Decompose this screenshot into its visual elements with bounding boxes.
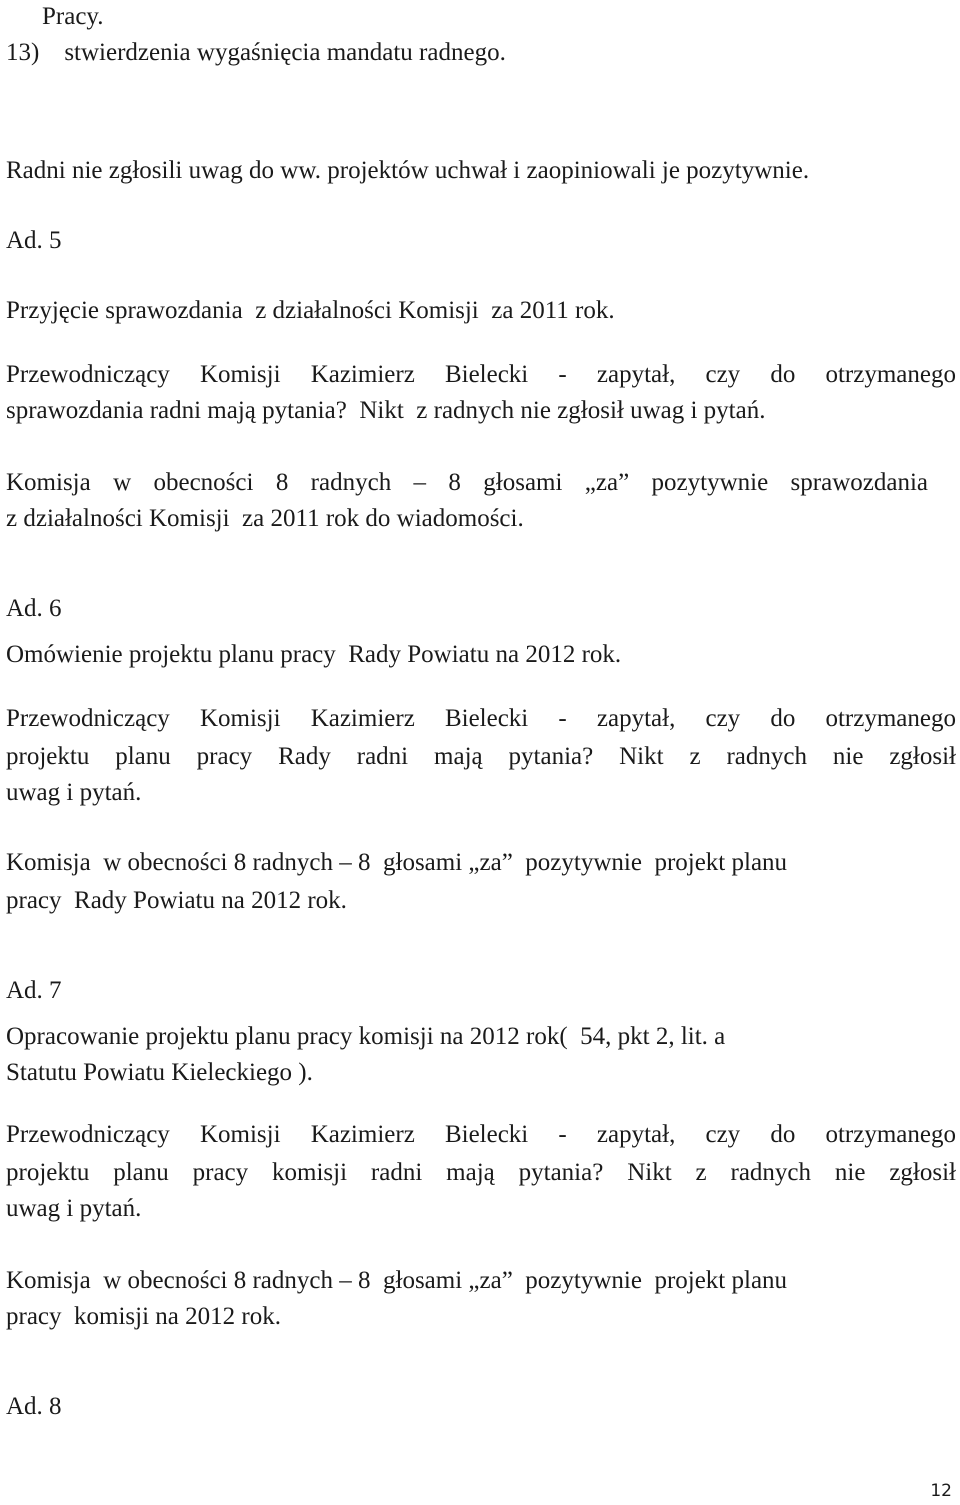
heading-ad-6: Ad. 6: [6, 595, 62, 622]
paragraph-ad6-question-line3: uwag i pytań.: [6, 779, 142, 806]
paragraph-ad5-question-line1: Przewodniczący Komisji Kazimierz Bielecki - zapytał, czy do otrzymanego: [6, 361, 956, 388]
paragraph-ad6-vote-line1: Komisja w obecności 8 radnych – 8 głosami „za” pozytywnie projekt planu: [6, 849, 788, 876]
paragraph-ad6-question-line1: Przewodniczący Komisji Kazimierz Bielecki - zapytał, czy do otrzymanego: [6, 705, 956, 732]
paragraph-ad5-question-line2: sprawozdania radni mają pytania? Nikt z radnych nie zgłosił uwag i pytań.: [6, 397, 766, 424]
paragraph-ad5-vote-line1: Komisja w obecności 8 radnych – 8 głosami „za” pozytywnie sprawozdania: [6, 469, 928, 496]
paragraph-radni-uwagi: Radni nie zgłosili uwag do ww. projektów uchwał i zaopiniowali je pozytywnie.: [6, 157, 810, 184]
topic-ad-6: Omówienie projektu planu pracy Rady Powiatu na 2012 rok.: [6, 641, 622, 668]
agenda-item-13: 13) stwierdzenia wygaśnięcia mandatu radnego.: [6, 39, 506, 66]
paragraph-ad6-question-line2: projektu planu pracy Rady radni mają pytania? Nikt z radnych nie zgłosił: [6, 743, 956, 770]
paragraph-ad7-vote-line1: Komisja w obecności 8 radnych – 8 głosami „za” pozytywnie projekt planu: [6, 1267, 788, 1294]
page-number: 12: [930, 1481, 952, 1501]
heading-ad-7: Ad. 7: [6, 977, 62, 1004]
topic-ad-7-line1: Opracowanie projektu planu pracy komisji na 2012 rok( 54, pkt 2, lit. a: [6, 1023, 726, 1050]
paragraph-ad7-question-line1: Przewodniczący Komisji Kazimierz Bielecki - zapytał, czy do otrzymanego: [6, 1121, 956, 1148]
paragraph-ad7-vote-line2: pracy komisji na 2012 rok.: [6, 1303, 281, 1330]
paragraph-ad6-vote-line2: pracy Rady Powiatu na 2012 rok.: [6, 887, 347, 914]
text-line-pracy: Pracy.: [42, 3, 104, 30]
topic-ad-7-line2: Statutu Powiatu Kieleckiego ).: [6, 1059, 313, 1086]
paragraph-ad7-question-line3: uwag i pytań.: [6, 1195, 142, 1222]
paragraph-ad5-vote-line2: z działalności Komisji za 2011 rok do wiadomości.: [6, 505, 524, 532]
heading-ad-8: Ad. 8: [6, 1393, 62, 1420]
topic-ad-5: Przyjęcie sprawozdania z działalności Komisji za 2011 rok.: [6, 297, 615, 324]
heading-ad-5: Ad. 5: [6, 227, 62, 254]
paragraph-ad7-question-line2: projektu planu pracy komisji radni mają pytania? Nikt z radnych nie zgłosił: [6, 1159, 956, 1186]
